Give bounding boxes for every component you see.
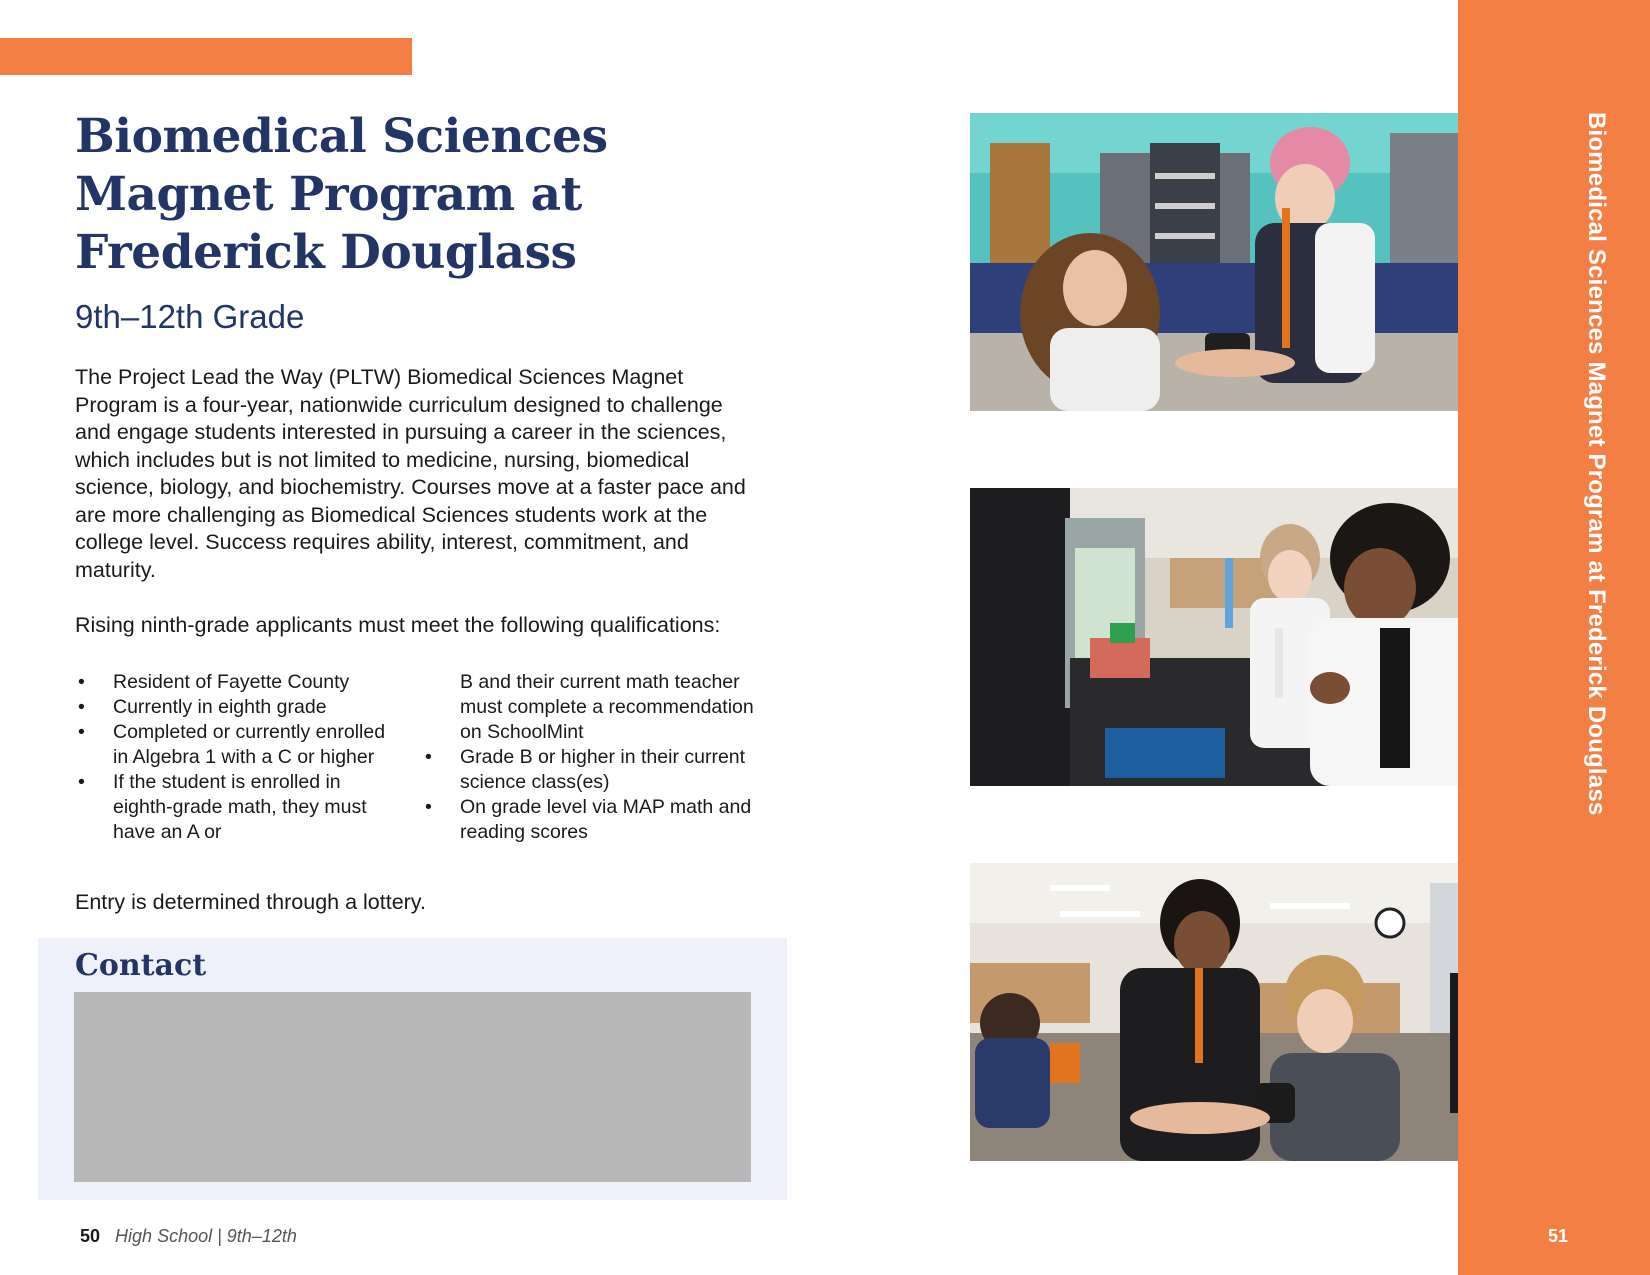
contact-heading: Contact <box>75 948 207 983</box>
contact-placeholder <box>74 992 751 1182</box>
page-number-right: 51 <box>1548 1226 1569 1246</box>
side-band <box>1458 0 1650 1275</box>
photo-blood-pressure-lab <box>970 113 1504 411</box>
photo-classroom-practice <box>970 863 1504 1161</box>
contact-box <box>38 938 787 1200</box>
qualification-item: • If the student is enrolled in eighth-grade math, they must have an A or <box>75 770 405 845</box>
page-subtitle: 9th–12th Grade <box>75 298 305 335</box>
qualification-item: • Grade B or higher in their current science class(es) <box>422 745 772 795</box>
lottery-note: Entry is determined through a lottery. <box>75 890 426 914</box>
qualification-item: • Resident of Fayette County <box>75 670 405 695</box>
qualifications-list-left <box>75 670 405 845</box>
side-title: Biomedical Sciences Magnet Program at Frederick Douglass <box>1583 112 1610 816</box>
accent-bar <box>0 38 412 75</box>
page-title: Biomedical Sciences Magnet Program at Frederick Douglass <box>75 109 608 280</box>
qualification-item: • Completed or currently enrolled in Algebra 1 with a C or higher <box>75 720 405 770</box>
qualification-item-continued: B and their current math teacher must complete a recommendation on SchoolMint <box>460 671 754 743</box>
qualification-item: • On grade level via MAP math and reading scores <box>422 795 772 845</box>
qualifications-list-right <box>422 670 772 845</box>
intro-paragraph: The Project Lead the Way (PLTW) Biomedical Sciences Magnet Program is a four-year, nationwide curriculum designed to challenge and engage students interested in pursuing a career in the sciences, which includes but is not limited to medicine, nursing, biomedical science, biology, and biochemistry. Courses move at a faster pace and are more challenging as Biomedical Sciences students work at the college level. Success requires ability, interest, commitment, and maturity. <box>75 365 746 582</box>
qualifications-intro: Rising ninth-grade applicants must meet the following qualifications: <box>75 613 721 637</box>
photo-pipette-lab <box>970 488 1504 786</box>
page-number-left: 50 <box>80 1226 101 1246</box>
qualification-item: • Currently in eighth grade <box>75 695 405 720</box>
footer-left <box>80 1226 297 1247</box>
footer-section-label: High School | 9th–12th <box>115 1226 297 1246</box>
